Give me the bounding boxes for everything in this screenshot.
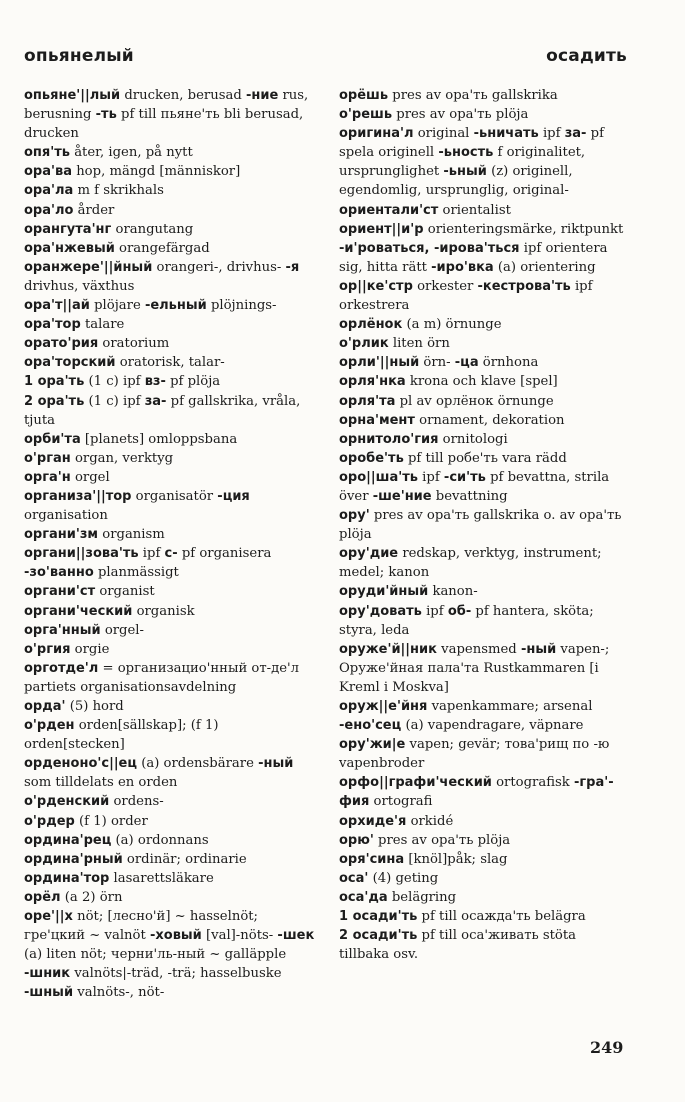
definition: talare xyxy=(80,317,125,333)
headword: орхиде'я xyxy=(339,813,407,829)
dictionary-entry xyxy=(24,544,316,582)
headword: -ный xyxy=(520,641,557,657)
dictionary-entry xyxy=(339,831,626,850)
headword: -ца xyxy=(454,355,479,371)
dictionary-entry xyxy=(24,296,316,315)
headword: орато'рия xyxy=(24,336,99,352)
dictionary-entry xyxy=(339,773,626,811)
dictionary-entry xyxy=(339,888,626,907)
dictionary-entry xyxy=(24,220,316,239)
dictionary-entry xyxy=(24,831,316,850)
definition: vapensmed xyxy=(436,641,521,657)
headword: орёшь xyxy=(339,88,389,103)
definition: orangutang xyxy=(111,221,194,237)
right-column xyxy=(339,86,626,964)
headword: -ный xyxy=(258,756,294,772)
dictionary-entry xyxy=(24,812,316,831)
definition: ordens- xyxy=(109,794,164,810)
headword: оранжере'||йный xyxy=(24,259,153,275)
headword: органи'зм xyxy=(24,527,99,543)
dictionary-entry xyxy=(24,792,316,811)
definition: pf bevattna, strila över xyxy=(339,469,610,504)
headword: -иро'вка xyxy=(431,259,494,275)
headword: ора'ло xyxy=(24,202,74,218)
headword: оробе'ть xyxy=(339,450,404,466)
definition: valnöts|-träd, -trä; hasselbuske xyxy=(70,966,282,982)
headword: ора'тор xyxy=(24,317,81,333)
definition: orienteringsmärke, riktpunkt xyxy=(423,221,624,237)
dictionary-entry xyxy=(24,602,316,621)
left-column xyxy=(24,86,316,1003)
definition: ipf orkestrera xyxy=(339,278,593,314)
headword: орля'та xyxy=(339,393,396,409)
dictionary-entry xyxy=(339,735,626,773)
definition: planmässigt xyxy=(93,565,179,581)
dictionary-entry xyxy=(24,239,316,258)
definition: ornament, dekoration xyxy=(414,412,565,428)
definition: årder xyxy=(73,202,115,218)
definition: (a) vapendragare, väpnare xyxy=(401,718,584,734)
headword: орга'нный xyxy=(24,622,101,638)
headword: органи'ст xyxy=(24,584,96,600)
definition: (4) geting xyxy=(368,870,439,886)
definition: redskap, verktyg, instrument; medel; kanon xyxy=(339,546,602,581)
headword: опя'ть xyxy=(24,145,70,161)
definition: (1 c) ipf xyxy=(84,393,145,409)
dictionary-entry xyxy=(339,277,626,315)
definition: pf plöja xyxy=(165,374,221,390)
headword: оригина'л xyxy=(339,126,414,142)
headword: -шек xyxy=(277,928,315,944)
definition: örnhona xyxy=(478,355,539,371)
dictionary-entry xyxy=(339,582,626,601)
headword: органи||зова'ть xyxy=(24,546,139,562)
headword: орда' xyxy=(24,699,66,714)
dictionary-entry xyxy=(339,812,626,831)
headword: о'решь xyxy=(339,107,393,123)
definition: krona och klave [spel] xyxy=(405,374,558,390)
definition: pres av ора'ть plöja xyxy=(392,107,529,123)
definition: orgel- xyxy=(100,622,144,638)
definition: orgel xyxy=(70,469,110,485)
dictionary-entry xyxy=(24,353,316,372)
headword: ору'довать xyxy=(339,603,422,619)
definition: örn- xyxy=(419,355,455,371)
headword: опьяне'||лый xyxy=(24,88,121,103)
definition: oratorisk, talar- xyxy=(115,355,225,371)
headword: оса'да xyxy=(339,889,388,905)
dictionary-entry xyxy=(24,850,316,869)
definition: ipf xyxy=(417,469,444,485)
headword: -ьность xyxy=(438,145,494,161)
dictionary-entry xyxy=(339,392,626,411)
headword: орнитоло'гия xyxy=(339,431,439,447)
dictionary-entry xyxy=(339,353,626,372)
headword: органи'ческий xyxy=(24,603,133,619)
definition: oratorium xyxy=(98,336,170,352)
definition: liten örn xyxy=(388,336,450,352)
definition: kanon- xyxy=(428,584,478,600)
dictionary-entry xyxy=(24,487,316,525)
definition: bevattning xyxy=(431,488,508,504)
headword: вз- xyxy=(144,374,166,390)
definition: (1 c) ipf xyxy=(84,374,145,390)
dictionary-entry xyxy=(339,201,626,220)
dictionary-entry xyxy=(24,258,316,296)
headword: -кестрова'ть xyxy=(477,278,571,294)
headword: ора'ла xyxy=(24,183,74,199)
definition: ordinär; ordinarie xyxy=(122,851,247,867)
definition: ornitologi xyxy=(438,431,508,447)
dictionary-entry xyxy=(24,449,316,468)
dictionary-entry xyxy=(339,334,626,353)
dictionary-entry xyxy=(339,602,626,640)
definition: orkidé xyxy=(406,813,454,829)
headword: оруже'й||ник xyxy=(339,641,437,657)
definition: pf till пьяне'ть bli berusad, drucken xyxy=(24,107,304,142)
headword: -ено'сец xyxy=(339,718,402,734)
definition: orientalist xyxy=(438,202,511,218)
headword: о'рденский xyxy=(24,794,110,810)
headword: -шный xyxy=(24,985,74,1001)
headword: орангута'нг xyxy=(24,221,112,237)
dictionary-entry xyxy=(24,162,316,181)
definition: ipf orientera sig, hitta rätt xyxy=(339,240,608,275)
dictionary-entry xyxy=(339,315,626,334)
headword: ору'жи|е xyxy=(339,737,406,753)
definition: vapen; gevär; това'рищ по -ю vapenbroder xyxy=(339,737,610,772)
headword: ору'дие xyxy=(339,546,399,562)
dictionary-entry xyxy=(339,907,626,926)
dictionary-entry xyxy=(339,86,626,105)
page-number: 249 xyxy=(590,1038,624,1057)
header-left-guide-word: опьянелый xyxy=(24,46,134,66)
definition: pf gallskrika, vråla, tjuta xyxy=(24,393,301,428)
definition: = организацио'нный от-де'л partiets organisationsavdelning xyxy=(24,660,300,695)
definition: åter, igen, på nytt xyxy=(70,145,193,161)
dictionary-entry xyxy=(24,86,316,143)
definition: plöjnings- xyxy=(206,298,277,314)
dictionary-entry xyxy=(339,430,626,449)
headword: о'ргия xyxy=(24,641,71,657)
definition: orgie xyxy=(70,641,110,657)
definition: pl av орлёнок örnunge xyxy=(395,393,554,409)
headword: -ше'ние xyxy=(372,488,432,504)
headword: ору' xyxy=(339,508,370,524)
headword: -ть xyxy=(95,107,117,123)
page-header xyxy=(24,46,627,70)
headword: ориентали'ст xyxy=(339,202,439,218)
headword: ора'ва xyxy=(24,164,72,180)
headword: 1 осади'ть xyxy=(339,909,418,925)
definition: (a) ordensbärare xyxy=(137,756,259,772)
header-right-guide-word: осадить xyxy=(546,46,627,66)
definition: (a) liten nöt; черни'ль-ный ~ galläpple xyxy=(24,947,287,963)
definition: original xyxy=(413,126,474,142)
definition: (a) ordonnans xyxy=(111,832,209,848)
definition: valnöts-, nöt- xyxy=(73,985,165,1001)
headword: орёл xyxy=(24,889,61,905)
dictionary-entry xyxy=(24,143,316,162)
dictionary-entry xyxy=(24,430,316,449)
headword: об- xyxy=(447,603,472,619)
headword: за- xyxy=(144,393,167,409)
headword: оруж||е'йня xyxy=(339,699,428,714)
dictionary-entry xyxy=(24,659,316,697)
definition: [planets] omloppsbana xyxy=(80,431,238,447)
headword: ордина'рный xyxy=(24,851,123,867)
headword: -шник xyxy=(24,966,71,982)
definition: vapen-; Оруже'йная пала'та Rustkammaren [i Kreml i Moskva] xyxy=(339,641,610,695)
definition: orangefärgad xyxy=(114,240,210,256)
dictionary-entry xyxy=(339,506,626,544)
definition: ortografisk xyxy=(491,775,574,791)
definition: pres av ора'ть plöja xyxy=(373,832,511,848)
headword: оса' xyxy=(339,870,369,886)
headword: -ция xyxy=(217,488,250,504)
definition: rus, berusning xyxy=(24,88,309,123)
definition: f originalitet, ursprunglighet xyxy=(339,145,586,180)
definition: pres av ора'ть gallskrika o. av ора'ть plöja xyxy=(339,508,622,543)
definition: m f skrikhals xyxy=(73,183,164,199)
headword: -ельный xyxy=(144,298,207,314)
headword: оруди'йный xyxy=(339,584,429,600)
dictionary-entry xyxy=(24,716,316,754)
headword: -ьничать xyxy=(473,126,539,142)
definition: (f 1) order xyxy=(74,813,148,829)
headword: о'рдер xyxy=(24,813,75,829)
dictionary-entry xyxy=(339,544,626,582)
dictionary-entry xyxy=(24,621,316,640)
definition: lasarettsläkare xyxy=(109,870,214,886)
headword: ордина'тор xyxy=(24,870,110,886)
headword: с- xyxy=(164,546,178,562)
dictionary-entry xyxy=(339,869,626,888)
definition: (a) orientering xyxy=(493,259,596,275)
headword: о'рган xyxy=(24,450,71,466)
definition: som tilldelats en orden xyxy=(24,775,178,791)
dictionary-entry xyxy=(339,220,626,277)
headword: ора'нжевый xyxy=(24,240,115,256)
definition: pf till оса'живать stöta tillbaka osv. xyxy=(339,928,577,963)
dictionary-entry xyxy=(24,582,316,601)
dictionary-entry xyxy=(24,525,316,544)
definition: ipf xyxy=(138,546,165,562)
definition: pf till осажда'ть belägra xyxy=(417,909,586,925)
definition: (z) originell, egendomlig, ursprunglig, original- xyxy=(339,164,573,199)
headword: 2 ора'ть xyxy=(24,393,85,409)
headword: орю' xyxy=(339,832,374,848)
headword: ора'торский xyxy=(24,355,116,371)
definition: ipf xyxy=(538,126,565,142)
headword: -я xyxy=(285,259,300,275)
headword: оря'сина xyxy=(339,851,405,867)
headword: 2 осади'ть xyxy=(339,928,418,944)
dictionary-entry xyxy=(24,697,316,716)
headword: орля'нка xyxy=(339,374,406,390)
headword: -ьный xyxy=(443,164,487,180)
headword: ора'т||ай xyxy=(24,298,90,314)
headword: орна'мент xyxy=(339,412,415,428)
definition: organisk xyxy=(132,603,195,619)
dictionary-entry xyxy=(24,201,316,220)
definition: (5) hord xyxy=(65,699,124,714)
headword: орга'н xyxy=(24,469,71,485)
definition: organism xyxy=(98,527,165,543)
dictionary-entry xyxy=(339,449,626,468)
definition: pf organisera xyxy=(177,546,272,562)
definition: pres av ора'ть gallskrika xyxy=(388,88,558,103)
headword: о'рлик xyxy=(339,336,389,352)
headword: -и'роваться, -ирова'ться xyxy=(339,240,520,256)
definition: organisatör xyxy=(131,488,218,504)
headword: организа'||тор xyxy=(24,488,132,504)
headword: ориент||и'р xyxy=(339,221,424,237)
dictionary-entry xyxy=(24,392,316,430)
dictionary-entry xyxy=(24,468,316,487)
dictionary-entry xyxy=(24,907,316,1002)
dictionary-entry xyxy=(339,697,626,735)
dictionary-entry xyxy=(339,124,626,200)
definition: hop, mängd [människor] xyxy=(72,164,241,180)
definition: organist xyxy=(95,584,155,600)
dictionary-entry xyxy=(339,850,626,869)
headword: -гра'-фия xyxy=(339,775,614,810)
definition: (a m) örnunge xyxy=(402,317,502,333)
dictionary-entry xyxy=(24,754,316,792)
headword: орли'||ный xyxy=(339,355,420,371)
headword: -ние xyxy=(245,88,279,103)
headword: орби'та xyxy=(24,431,81,447)
definition: organ, verktyg xyxy=(70,450,174,466)
dictionary-entry xyxy=(24,869,316,888)
dictionary-entry xyxy=(24,372,316,391)
headword: 1 ора'ть xyxy=(24,374,85,390)
definition: belägring xyxy=(387,889,457,905)
definition: [val]-nöts- xyxy=(201,928,278,944)
dictionary-entry xyxy=(24,640,316,659)
definition: ipf xyxy=(421,603,448,619)
dictionary-entry xyxy=(339,468,626,506)
headword: оро||ша'ть xyxy=(339,469,418,485)
definition: pf hantera, sköta; styra, leda xyxy=(339,603,594,638)
headword: оре'||х xyxy=(24,909,73,925)
definition: (a 2) örn xyxy=(60,889,123,905)
headword: орлёнок xyxy=(339,317,403,333)
dictionary-entry xyxy=(339,640,626,697)
headword: орденоно'с||ец xyxy=(24,756,138,772)
definition: pf spela originell xyxy=(339,126,604,161)
definition: [knöl]påk; slag xyxy=(404,851,508,867)
headword: ордина'рец xyxy=(24,832,112,848)
headword: орфо||графи'ческий xyxy=(339,775,492,791)
dictionary-entry xyxy=(24,181,316,200)
dictionary-entry xyxy=(339,926,626,964)
definition: orkester xyxy=(412,278,478,294)
definition: plöjare xyxy=(89,298,145,314)
dictionary-entry xyxy=(24,334,316,353)
definition: nöt; [лесно'й] ~ hasselnöt; гре'цкий ~ valnöt xyxy=(24,909,259,944)
definition: orangeri-, drivhus- xyxy=(152,259,286,275)
dictionary-entry xyxy=(339,372,626,391)
definition: vapenkammare; arsenal xyxy=(427,699,593,714)
definition: organisation xyxy=(24,508,108,524)
headword: о'рден xyxy=(24,718,75,734)
headword: -зо'ванно xyxy=(24,565,94,581)
dictionary-entry xyxy=(24,315,316,334)
dictionary-entry xyxy=(339,105,626,124)
definition: drucken, berusad xyxy=(120,88,246,103)
dictionary-entry xyxy=(339,411,626,430)
definition: orden[sällskap]; (f 1) orden[stecken] xyxy=(24,718,219,753)
headword: -ховый xyxy=(149,928,202,944)
dictionary-entry xyxy=(24,888,316,907)
headword: -си'ть xyxy=(443,469,486,485)
definition: drivhus, växthus xyxy=(24,278,135,294)
headword: орготде'л xyxy=(24,660,99,676)
definition: pf till робе'ть vara rädd xyxy=(403,450,567,466)
headword: ор||ке'стр xyxy=(339,278,413,294)
headword: за- xyxy=(564,126,587,142)
definition: ortografi xyxy=(369,794,433,810)
